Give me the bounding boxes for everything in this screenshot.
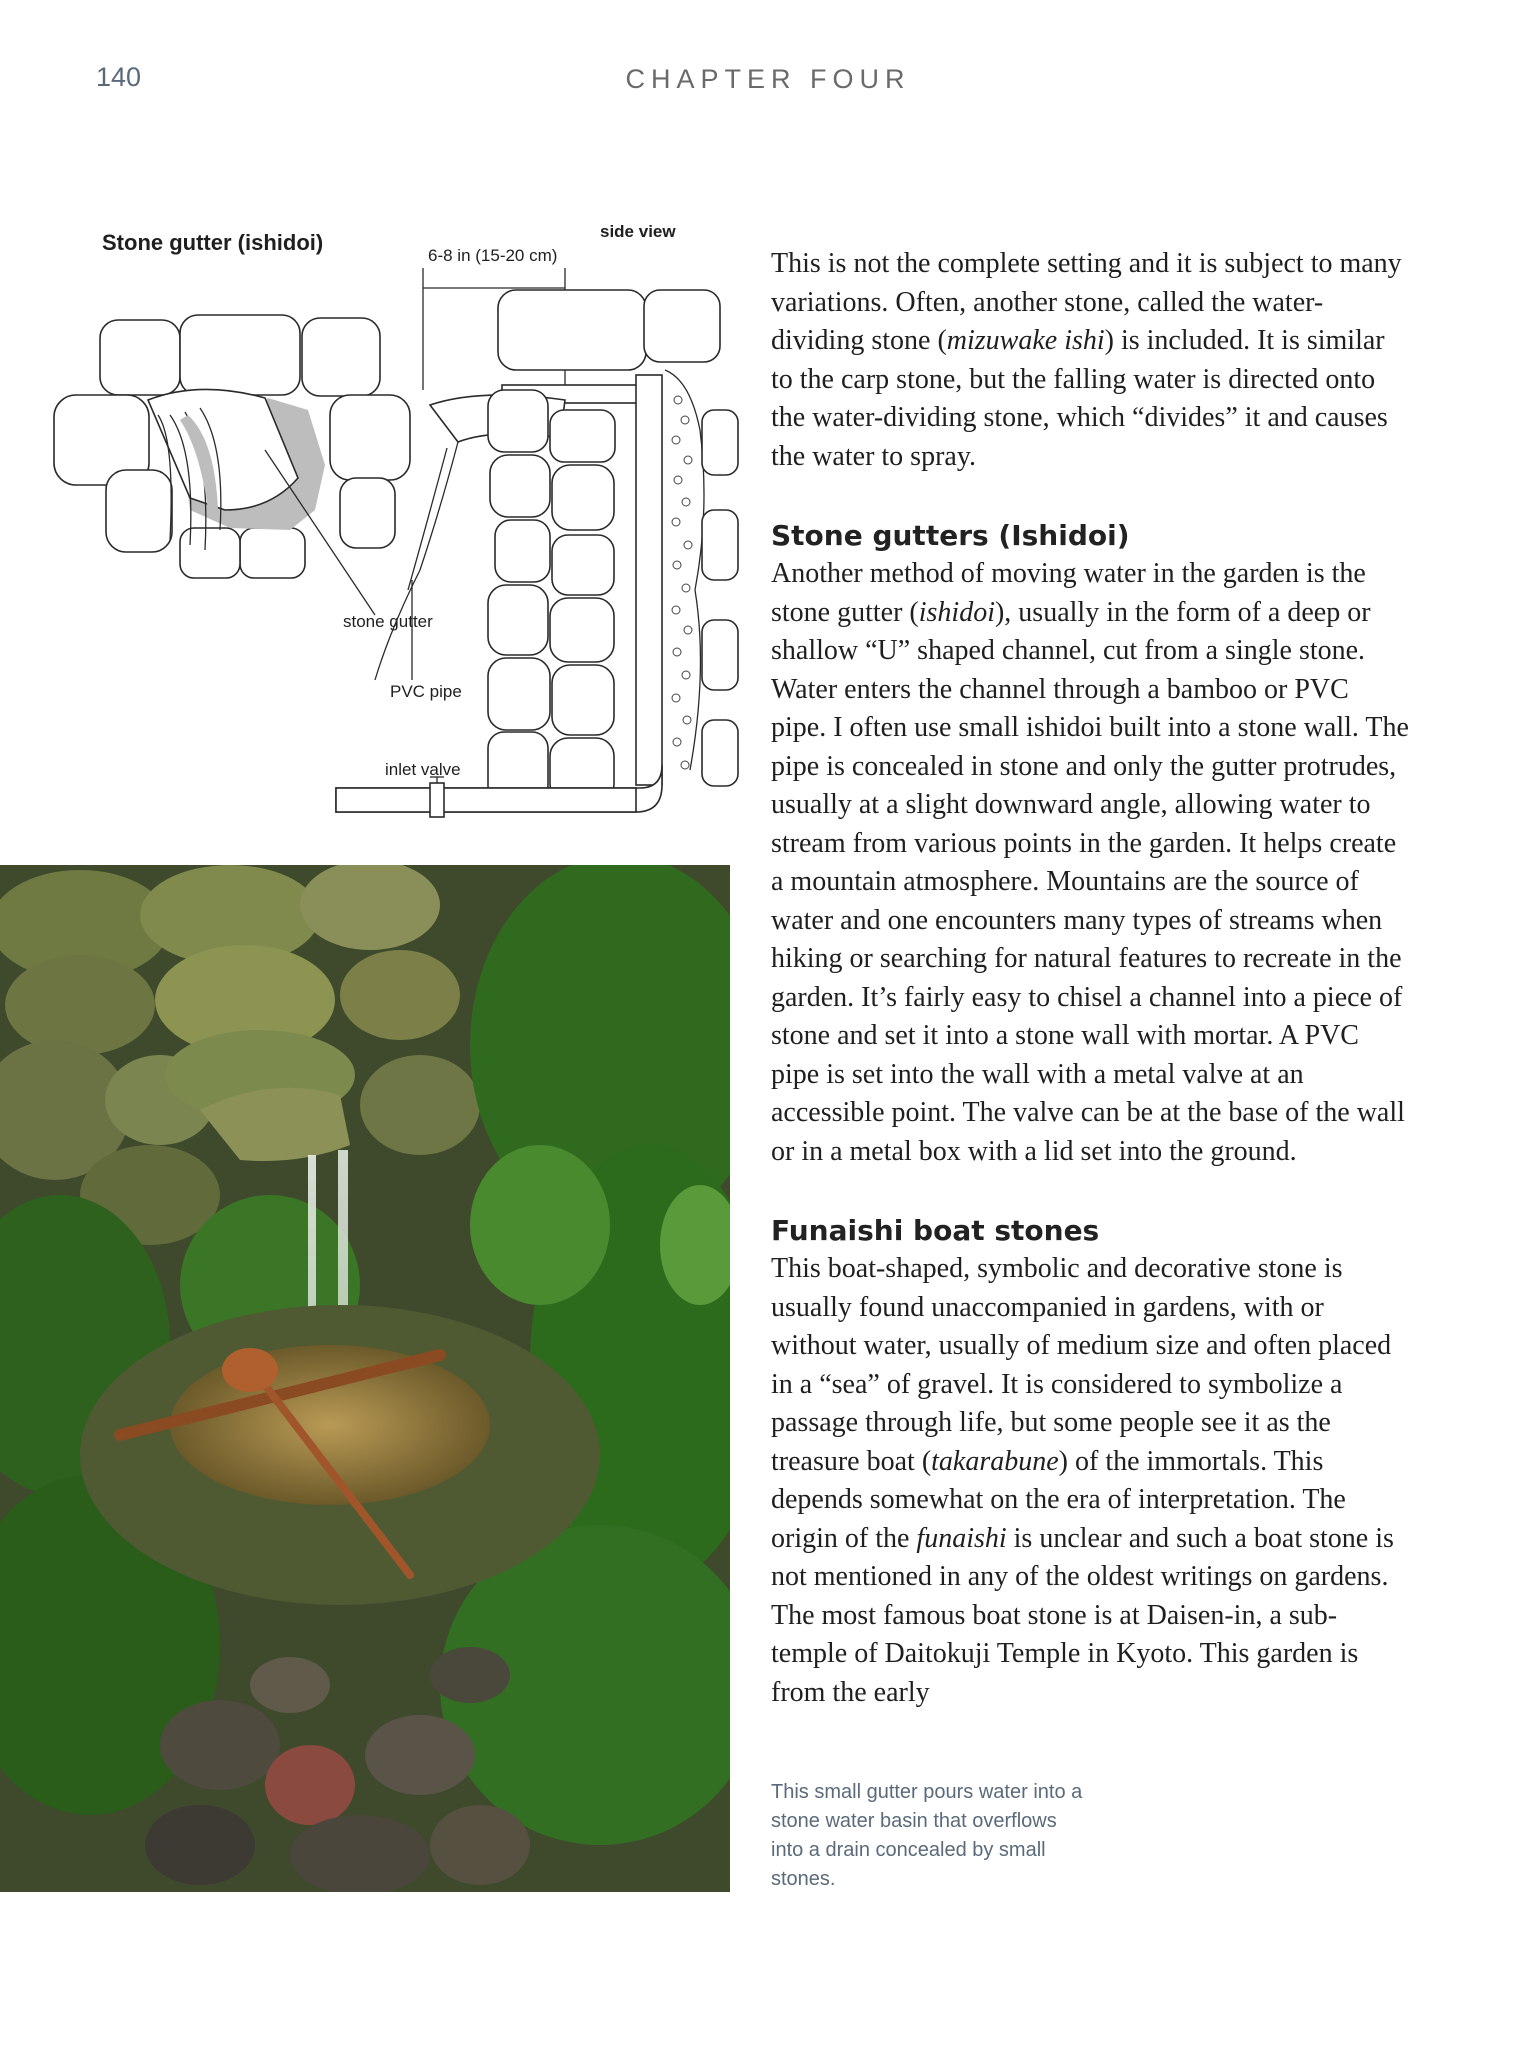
diagram-title: Stone gutter (ishidoi) [102, 230, 324, 255]
stone-gutter-diagram [40, 210, 740, 830]
label-stone-gutter: stone gutter [343, 612, 433, 631]
front-view [54, 315, 410, 615]
side-view [336, 290, 738, 817]
page-number: 140 [96, 62, 142, 92]
garden-photo [0, 865, 730, 1892]
chapter-heading: CHAPTER FOUR [625, 64, 911, 94]
paragraph-stone-gutters: Another method of moving water in the garden is the stone gutter (ishidoi), usually in the form of a deep or shallow “U” shaped channel, cut from a single stone. Water enters the channel through a bamboo or PVC pipe. I often use small ishidoi built into a stone wall. The pipe is concealed in stone and only the gutter protrudes, usually at a slight downward angle, allowing water to stream from various points in the garden. It helps create a mountain atmosphere. Mountains are the source of water and one encounters many types of streams when hiking or searching for natural features to recreate in the garden. It’s fairly easy to chisel a channel into a piece of stone and set it into a stone wall with mortar. A PVC pipe is set into the wall with a metal valve at an accessible point. The valve can be at the base of the wall or in a metal box with a lid set into the ground. [771, 558, 1409, 1167]
heading-stone-gutters: Stone gutters (Ishidoi) [771, 519, 1130, 552]
paragraph-boat-stones: This boat-shaped, symbolic and decorative stone is usually found unaccompanied in gardens, with or without water, usually of medium size and often placed in a “sea” of gravel. It is considered to symbolize a passage through life, but some people see it as the treasure boat (takarabune) of the immortals. This depends somewhat on the era of interpretation. The origin of the funaishi is unclear and such a boat stone is not mentioned in any of the oldest writings on gardens. The most famous boat stone is at Daisen-in, a sub-temple of Daitokuji Temple in Kyoto. This garden is from the early [771, 1253, 1394, 1708]
body-text [771, 245, 1411, 1712]
diagram-side-view-label: side view [600, 222, 676, 241]
water-basin [80, 1305, 600, 1605]
heading-boat-stones: Funaishi boat stones [771, 1214, 1100, 1247]
label-pvc-pipe: PVC pipe [390, 682, 462, 701]
photo-caption: This small gutter pours water into a stone water basin that overflows into a drain concealed by small stones. [771, 1781, 1083, 1890]
label-inlet-valve: inlet valve [385, 760, 461, 779]
diagram-dimension-label: 6-8 in (15-20 cm) [428, 246, 558, 265]
paragraph-intro: This is not the complete setting and it is subject to many variations. Often, another stone, called the water-dividing stone (mizuwake ishi) is included. It is similar to the carp stone, but the falling water is directed onto the water-dividing stone, which “divides” it and causes the water to spray. [771, 248, 1402, 472]
